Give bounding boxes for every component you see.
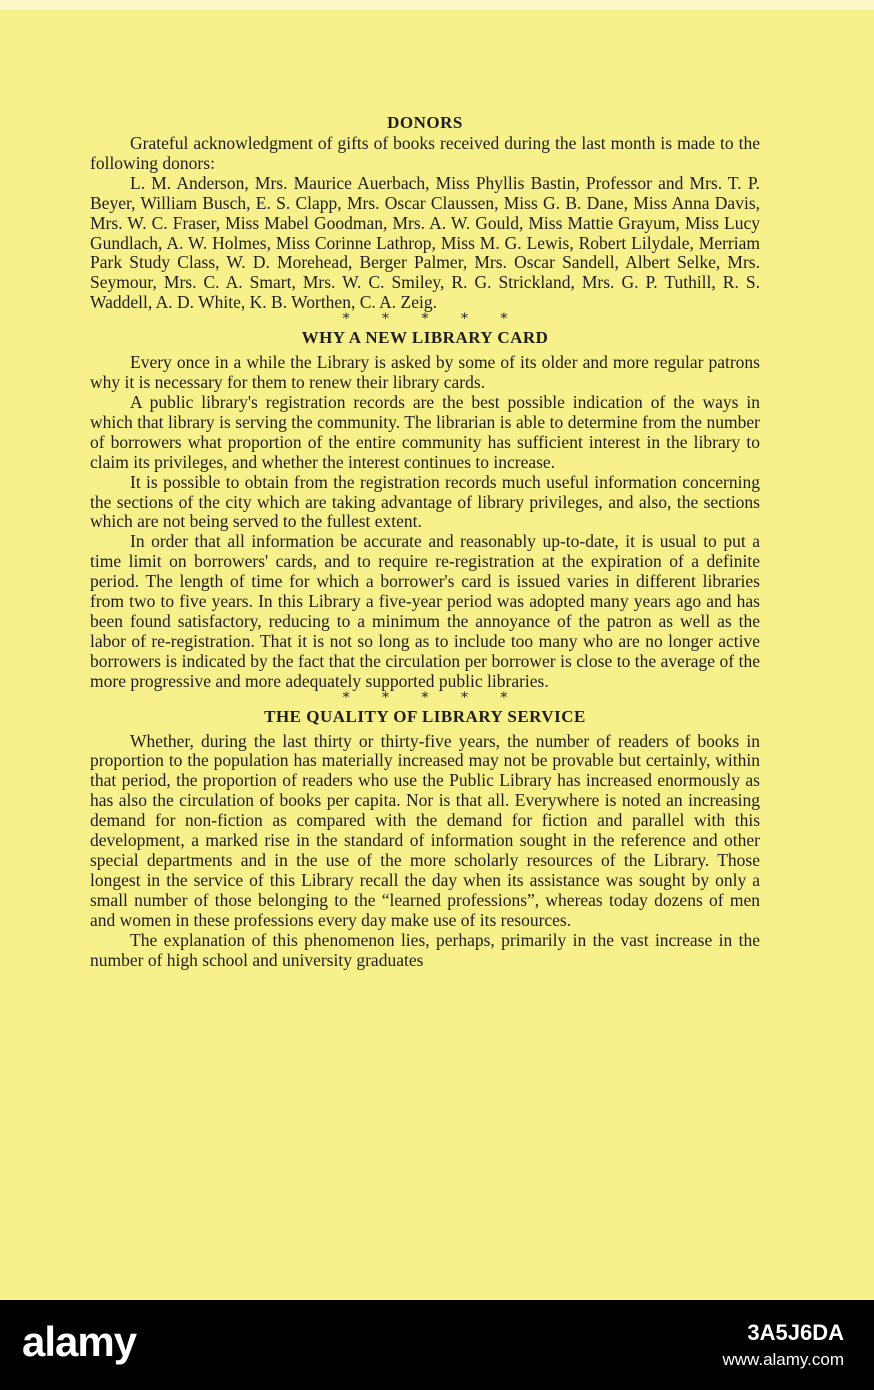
section-separator: * * * * * <box>342 311 522 328</box>
library-card-heading: WHY A NEW LIBRARY CARD <box>301 328 549 348</box>
library-card-paragraph: It is possible to obtain from the registration records much useful information concerning the sections of the city which are taking advantage of library privileges, and also, the sections which are not being served to the fullest extent. <box>90 471 760 532</box>
quality-paragraph: Whether, during the last thirty or thirty-five years, the number of readers of books in proportion to the population has materially increased may not be provable but certainly, within that period, the proportion of readers who use the Public Library has increased enormously as has also the circulation of books per capita. Nor is that all. Everywhere is noted an increasing demand for non-fiction as compared with the demand for fiction and parallel with this development, a marked rise in the standard of information sought in the reference and other special departments and in the use of the more scholarly resources of the Library. Those longest in the service of this Library recall the day when its assistance was sought by only a small number of those belonging to the “learned professions”, whereas today dozens of men and women in these professions every day make use of its resources. <box>90 730 760 930</box>
section-separator: * * * * * <box>342 689 522 706</box>
quality-paragraph: The explanation of this phenomenon lies, perhaps, primarily in the vast increase in the number of high school and university graduates <box>90 929 760 970</box>
library-card-paragraph: Every once in a while the Library is asked by some of its older and more regular patrons why it is necessary for them to renew their library cards. <box>90 352 760 393</box>
alamy-logo: alamy <box>22 1318 137 1365</box>
page-top-strip <box>0 0 874 10</box>
library-card-paragraph: A public library's registration records are the best possible indication of the ways in which that library is serving the community. The librarian is able to determine from the number of borrowers what proportion of the entire community has sufficient interest in the library to claim its privileges, and whether the interest continues to increase. <box>90 391 760 472</box>
donors-intro: Grateful acknowledgment of gifts of books received during the last month is made to the following donors: <box>90 133 760 173</box>
quality-heading: THE QUALITY OF LIBRARY SERVICE <box>264 706 586 726</box>
donors-list: L. M. Anderson, Mrs. Maurice Auerbach, Miss Phyllis Bastin, Professor and Mrs. T. P. Beyer, William Busch, E. S. Clapp, Mrs. Oscar Claussen, Miss G. B. Dane, Miss Anna Davis, Mrs. W. C. Fraser, Miss Mabel Goodman, Mrs. A. W. Gould, Miss Mattie Grayum, Miss Lucy Gundlach, A. W. Holmes, Miss Corinne Lathrop, Miss M. G. Lewis, Robert Lilydale, Merriam Park Study Class, W. D. Morehead, Berger Palmer, Mrs. Oscar Sandell, Albert Selke, Mrs. Seymour, Mrs. C. A. Smart, Mrs. W. C. Smiley, R. G. Strickland, Mrs. G. P. Tuthill, R. S. Waddell, A. D. White, K. B. Worthen, C. A. Zeig. <box>90 172 760 313</box>
donors-heading: DONORS <box>387 113 463 132</box>
library-card-paragraph: In order that all information be accurate and reasonably up-to-date, it is usual to put a time limit on borrowers' cards, and to require re-registration at the expiration of a definite period. The length of time for which a borrower's card is issued varies in different libraries from two to five years. In this Library a five-year period was adopted many years ago and has been found satisfactory, reducing to a minimum the annoyance of the patron as well as the labor of re-registration. That it is not so long as to include too many who are no longer active borrowers is indicated by the fact that the circulation per borrower is close to the average of the more progressive and more adequately supported public libraries. <box>90 531 760 691</box>
text-column <box>90 112 760 970</box>
site-url: www.alamy.com <box>722 1350 844 1369</box>
image-id: 3A5J6DA <box>747 1320 844 1345</box>
